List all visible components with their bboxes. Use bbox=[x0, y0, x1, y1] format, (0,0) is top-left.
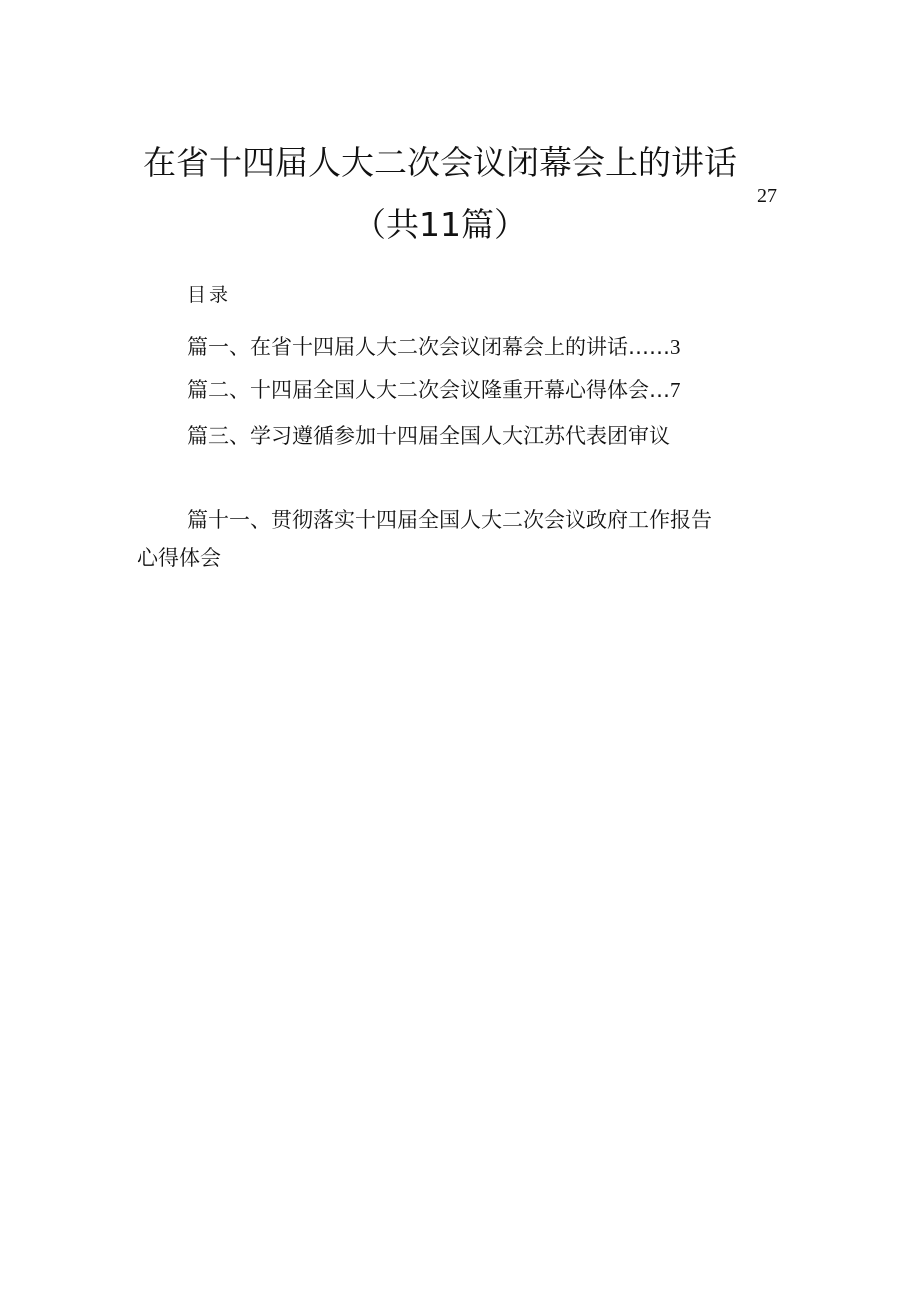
document-title: 在省十四届人大二次会议闭幕会上的讲话 bbox=[143, 143, 737, 182]
document-subtitle: （共11篇） bbox=[353, 205, 527, 244]
toc-entry-label: 心得体会 bbox=[137, 546, 221, 570]
toc-entry-11[interactable] bbox=[187, 507, 712, 533]
toc-entry-page: 7 bbox=[670, 378, 681, 402]
toc-entry-leader: … bbox=[649, 378, 670, 402]
stray-page-number: 27 bbox=[757, 185, 777, 207]
toc-entry-label: 篇一、在省十四届人大二次会议闭幕会上的讲话 bbox=[187, 335, 628, 359]
toc-entry-label: 篇二、十四届全国人大二次会议隆重开幕心得体会 bbox=[187, 378, 649, 402]
toc-entry-11-continued[interactable] bbox=[137, 545, 221, 571]
toc-entry-label: 篇十一、贯彻落实十四届全国人大二次会议政府工作报告 bbox=[187, 508, 712, 532]
toc-entry-page: 3 bbox=[670, 335, 681, 359]
toc-entry-3[interactable] bbox=[187, 423, 670, 449]
toc-heading: 目录 bbox=[187, 284, 232, 306]
toc-entry-leader: …… bbox=[628, 335, 670, 359]
toc-entry-1[interactable] bbox=[187, 334, 681, 360]
toc-entry-label: 篇三、学习遵循参加十四届全国人大江苏代表团审议 bbox=[187, 424, 670, 448]
toc-entry-2[interactable] bbox=[187, 377, 681, 403]
